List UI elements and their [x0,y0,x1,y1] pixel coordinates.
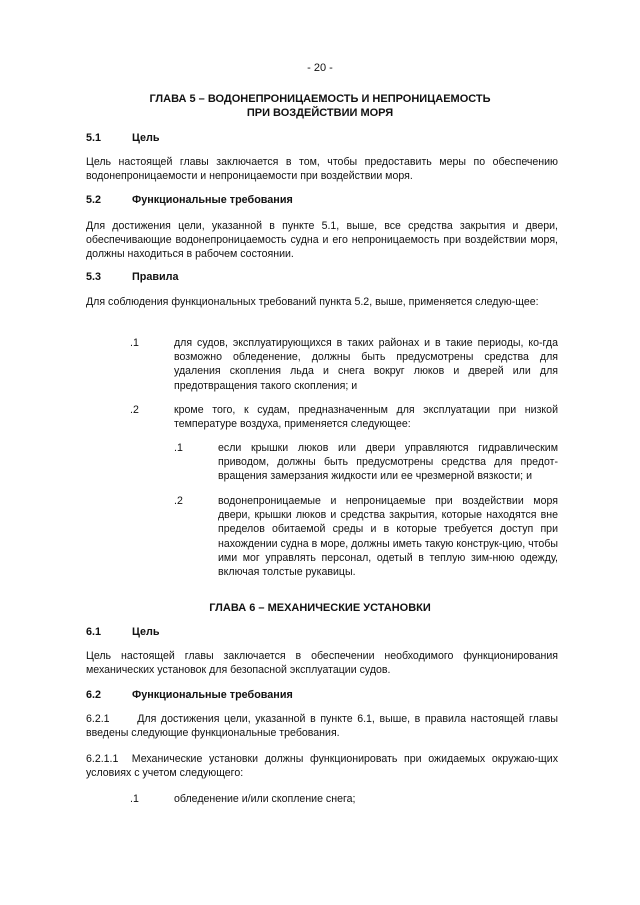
list-marker: .1 [130,793,139,805]
section-5-3-text: Для соблюдения функциональных требований пункта 5.2, выше, применяется следую-щее: [86,296,539,308]
list-item-text: кроме того, к судам, предназначенным для эксплуатации при низкой температуре воздуха, применяется следующее: [174,404,558,431]
section-6-1-text: Цель настоящей главы заключается в обеспечении необходимого функционирования механических установок для безопасной эксплуатации судов. [86,650,558,677]
paragraph-6-2-1: 6.2.1 Для достижения цели, указанной в пункте 6.1, выше, в правила настоящей главы введены следующие функциональные требования. [86,713,561,740]
section-number: 5.1 [86,132,102,144]
section-title: Правила [132,271,179,283]
page-number: - 20 - [307,62,333,74]
list-item-text: если крышки люков или двери управляются гидравлическим приводом, должны быть предусмотрены средства для предот-вращения замерзания жидкости или ее чрезмерной вязкости; и [218,442,558,483]
chapter-5-title-line1: ГЛАВА 5 – ВОДОНЕПРОНИЦАЕМОСТЬ И НЕПРОНИЦАЕМОСТЬ [149,93,491,105]
section-number: 5.2 [86,194,102,206]
list-marker: .2 [130,404,139,416]
paragraph-6-2-1-1: 6.2.1.1 Механические установки должны функционировать при ожидаемых окружаю-щих условиях с учетом следующего: [86,753,561,780]
list-marker: .2 [174,495,183,507]
section-number: 6.1 [86,626,102,638]
chapter-5-title [80,92,560,120]
section-5-2-text: Для достижения цели, указанной в пункте 5.1, выше, все средства закрытия и двери, обеспечивающие водонепроницаемость судна и его непроницаемость при воздействии моря, должны находиться в рабочем состоянии. [86,220,558,261]
section-number: 6.2 [86,689,102,701]
list-marker: .1 [174,442,183,454]
list-item-text: для судов, эксплуатирующихся в таких районах и в такие периоды, ко-гда возможно обледенение, должны быть предусмотрены средства для удаления скопления льда и снега вокруг люков и дверей или для предотвращения такого скопления; и [174,337,558,392]
section-5-1-heading [86,132,160,144]
section-5-2-heading [86,194,293,206]
section-title: Функциональные требования [132,194,293,206]
list-marker: .1 [130,337,139,349]
section-6-1-heading [86,626,160,638]
list-item-text: обледенение и/или скопление снега; [174,793,356,805]
section-6-2-heading [86,689,293,701]
section-title: Функциональные требования [132,689,293,701]
list-item-text: водонепроницаемые и непроницаемые при воздействии моря двери, крышки люков и средства закрытия, которые находятся вне пределов обитаемой среды и в которые требуется доступ при нахождении судна в море, должны иметь такую конструк-цию, чтобы ими мог управлять персонал, одетый в теплую зим-нюю одежду, включая толстые рукавицы. [218,495,558,579]
section-5-1-text: Цель настоящей главы заключается в том, чтобы предоставить меры по обеспечению водонепроницаемости и непроницаемости при воздействии моря. [86,156,558,183]
section-title: Цель [132,626,160,638]
chapter-6-title: ГЛАВА 6 – МЕХАНИЧЕСКИЕ УСТАНОВКИ [209,602,431,614]
section-5-3-heading [86,271,179,283]
section-title: Цель [132,132,160,144]
chapter-5-title-line2: ПРИ ВОЗДЕЙСТВИИ МОРЯ [246,107,394,119]
section-number: 5.3 [86,271,102,283]
